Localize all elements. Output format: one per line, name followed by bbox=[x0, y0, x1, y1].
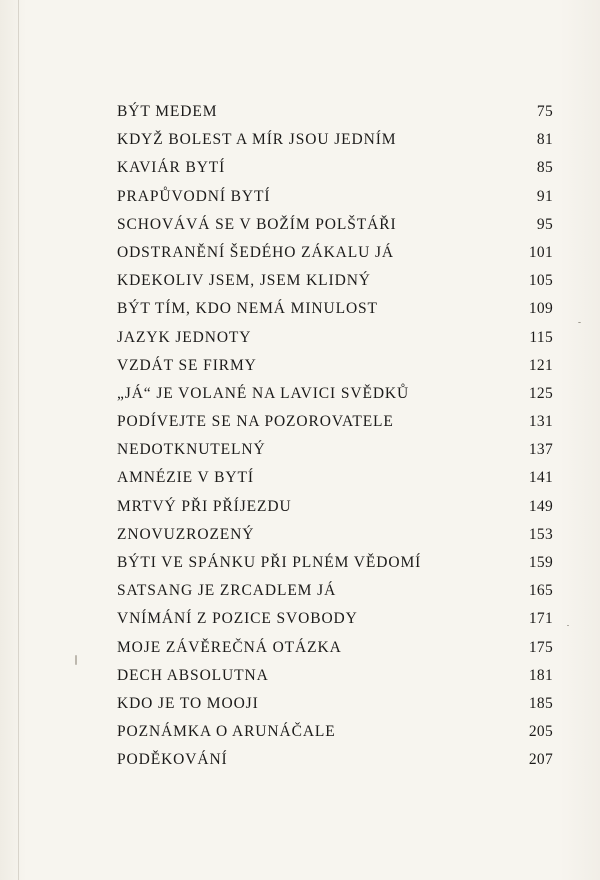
toc-title: MRTVÝ PŘI PŘÍJEZDU bbox=[117, 497, 292, 515]
toc-title: NEDOTKNUTELNÝ bbox=[117, 441, 266, 459]
toc-title: SATSANG JE ZRCADLEM JÁ bbox=[117, 582, 337, 600]
toc-page-number: 125 bbox=[528, 384, 553, 402]
toc-page-number: 115 bbox=[529, 328, 553, 346]
toc-page-number: 121 bbox=[528, 356, 553, 374]
toc-row bbox=[117, 751, 557, 779]
toc-row bbox=[117, 554, 557, 582]
toc-page-number: 205 bbox=[528, 723, 553, 741]
toc-title: DECH ABSOLUTNA bbox=[117, 666, 269, 684]
paper-speck bbox=[567, 625, 569, 626]
toc-page-number: 95 bbox=[536, 215, 553, 233]
toc-page-number: 75 bbox=[536, 103, 553, 120]
toc-row bbox=[117, 526, 557, 554]
toc-row bbox=[117, 582, 557, 610]
toc-title: PRAPŮVODNÍ BYTÍ bbox=[117, 187, 271, 205]
paper-speck bbox=[75, 655, 77, 665]
toc-title: SCHOVÁVÁ SE V BOŽÍM POLŠTÁŘI bbox=[117, 215, 397, 233]
toc-page-number: 149 bbox=[528, 497, 553, 515]
toc-page-number: 101 bbox=[528, 243, 553, 261]
toc-title: VNÍMÁNÍ Z POZICE SVOBODY bbox=[117, 610, 358, 628]
toc-title: „JÁ“ JE VOLANÉ NA LAVICI SVĚDKŮ bbox=[117, 384, 410, 402]
toc-title: BÝTI VE SPÁNKU PŘI PLNÉM VĚDOMÍ bbox=[117, 554, 422, 571]
toc-page-number: 91 bbox=[536, 187, 553, 205]
toc-page-number: 109 bbox=[528, 300, 553, 318]
toc-title: VZDÁT SE FIRMY bbox=[117, 356, 257, 374]
toc-title: KAVIÁR BYTÍ bbox=[117, 159, 226, 177]
toc-title: MOJE ZÁVĚREČNÁ OTÁZKA bbox=[117, 638, 342, 656]
toc-page-number: 81 bbox=[536, 131, 553, 149]
toc-row bbox=[117, 639, 557, 667]
page-edge-line bbox=[18, 0, 19, 880]
toc-row bbox=[117, 131, 557, 159]
toc-title: PODĚKOVÁNÍ bbox=[117, 751, 228, 769]
toc-page-number: 137 bbox=[528, 441, 553, 459]
toc-title: KDEKOLIV JSEM, JSEM KLIDNÝ bbox=[117, 272, 371, 290]
toc-row bbox=[117, 357, 557, 385]
toc-title: KDYŽ BOLEST A MÍR JSOU JEDNÍM bbox=[117, 131, 397, 149]
toc-row bbox=[117, 667, 557, 695]
paper-speck bbox=[578, 322, 581, 323]
toc-page-number: 85 bbox=[536, 159, 553, 177]
table-of-contents bbox=[117, 103, 557, 780]
toc-row bbox=[117, 188, 557, 216]
toc-row bbox=[117, 329, 557, 357]
toc-page-number: 105 bbox=[528, 272, 553, 290]
toc-row bbox=[117, 216, 557, 244]
toc-row bbox=[117, 498, 557, 526]
toc-page-number: 181 bbox=[528, 666, 553, 684]
toc-row bbox=[117, 469, 557, 497]
toc-row bbox=[117, 244, 557, 272]
toc-row bbox=[117, 159, 557, 187]
toc-row bbox=[117, 441, 557, 469]
toc-row bbox=[117, 413, 557, 441]
toc-row bbox=[117, 300, 557, 328]
toc-page-number: 175 bbox=[528, 638, 553, 656]
toc-page-number: 153 bbox=[528, 525, 553, 543]
toc-page-number: 185 bbox=[528, 694, 553, 712]
toc-page-number: 159 bbox=[528, 554, 553, 571]
toc-row bbox=[117, 695, 557, 723]
toc-row bbox=[117, 610, 557, 638]
toc-title: BÝT TÍM, KDO NEMÁ MINULOST bbox=[117, 300, 378, 318]
toc-page-number: 131 bbox=[528, 413, 553, 431]
toc-page-number: 171 bbox=[528, 610, 553, 628]
toc-title: BÝT MEDEM bbox=[117, 103, 218, 120]
toc-row bbox=[117, 272, 557, 300]
toc-title: AMNÉZIE V BYTÍ bbox=[117, 469, 254, 487]
toc-title: KDO JE TO MOOJI bbox=[117, 694, 259, 712]
toc-title: JAZYK JEDNOTY bbox=[117, 328, 252, 346]
toc-row bbox=[117, 723, 557, 751]
toc-title: PODÍVEJTE SE NA POZOROVATELE bbox=[117, 413, 394, 431]
toc-row bbox=[117, 385, 557, 413]
toc-title: POZNÁMKA O ARUNÁČALE bbox=[117, 723, 336, 741]
toc-row bbox=[117, 103, 557, 131]
toc-page-number: 207 bbox=[528, 751, 553, 769]
toc-title: ODSTRANĚNÍ ŠEDÉHO ZÁKALU JÁ bbox=[117, 243, 395, 261]
toc-title: ZNOVUZROZENÝ bbox=[117, 525, 255, 543]
toc-page-number: 165 bbox=[528, 582, 553, 600]
toc-page-number: 141 bbox=[528, 469, 553, 487]
